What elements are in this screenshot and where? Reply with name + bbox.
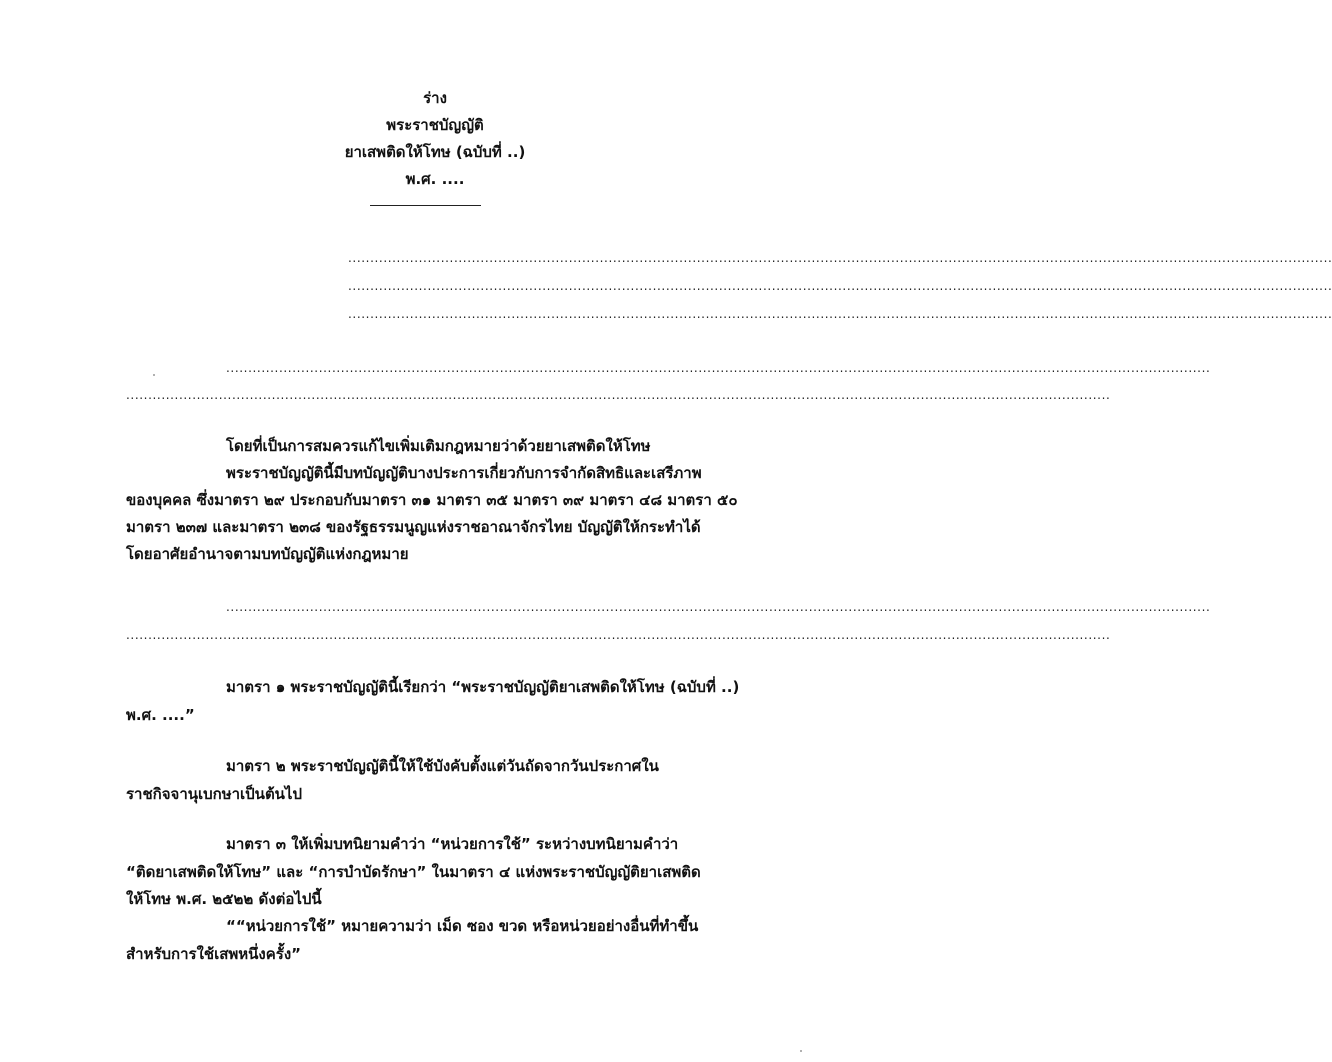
preamble-line-4: มาตรา ๒๓๗ และมาตรา ๒๓๘ ของรัฐธรรมนูญแห่งราชอาณาจักรไทย บัญญัติให้กระทำได้ [126,518,701,536]
enactment-dots-2: ............................................................................................................................................................................................................................... [126,388,1111,402]
preamble-dots-1: ............................................................................................................................................................................................................................... [226,600,1211,614]
act-label: พระราชบัญญัติ [386,116,484,134]
placeholder-dots-3: ............................................................................................................................................................................................................................... [348,307,1332,321]
preamble-line-5: โดยอาศัยอำนาจตามบทบัญญัติแห่งกฎหมาย [126,545,409,563]
section-1-line-2: พ.ศ. ....” [126,706,195,724]
section-2-line-2: ราชกิจจานุเบกษาเป็นต้นไป [126,785,303,803]
preamble-dots-2: ............................................................................................................................................................................................................................... [126,628,1111,642]
scan-speck [800,1050,802,1052]
placeholder-dots-1: ............................................................................................................................................................................................................................... [348,251,1332,265]
act-year: พ.ศ. .... [405,170,465,188]
draft-label: ร่าง [423,89,447,107]
enactment-dots-1: ............................................................................................................................................................................................................................... [226,361,1211,375]
preamble-line-3: ของบุคคล ซึ่งมาตรา ๒๙ ประกอบกับมาตรา ๓๑ มาตรา ๓๕ มาตรา ๓๙ มาตรา ๔๘ มาตรา ๕๐ [126,491,738,509]
preamble-line-1: โดยที่เป็นการสมควรแก้ไขเพิ่มเติมกฎหมายว่าด้วยยาเสพติดให้โทษ [226,437,651,455]
preamble-line-2: พระราชบัญญัตินี้มีบทบัญญัติบางประการเกี่ยวกับการจำกัดสิทธิและเสรีภาพ [226,464,702,482]
section-3-line-3: ให้โทษ พ.ศ. ๒๕๒๒ ดังต่อไปนี้ [126,890,322,908]
scan-speck [153,374,155,376]
act-title: ยาเสพติดให้โทษ (ฉบับที่ ..) [344,143,526,161]
section-1-line-1: มาตรา ๑ พระราชบัญญัตินี้เรียกว่า “พระราชบัญญัติยาเสพติดให้โทษ (ฉบับที่ ..) [226,678,740,696]
section-2-line-1: มาตรา ๒ พระราชบัญญัตินี้ให้ใช้บังคับตั้งแต่วันถัดจากวันประกาศใน [226,757,659,775]
section-3-line-1: มาตรา ๓ ให้เพิ่มบทนิยามคำว่า “หน่วยการใช้” ระหว่างบทนิยามคำว่า [226,835,679,853]
placeholder-dots-2: ............................................................................................................................................................................................................................... [348,279,1332,293]
header-divider [370,205,481,206]
section-3-definition-line-1: ““หน่วยการใช้” หมายความว่า เม็ด ซอง ขวด หรือหน่วยอย่างอื่นที่ทำขึ้น [226,917,699,935]
section-3-definition-line-2: สำหรับการใช้เสพหนึ่งครั้ง” [126,945,302,963]
section-3-line-2: “ติดยาเสพติดให้โทษ” และ “การบำบัดรักษา” ในมาตรา ๔ แห่งพระราชบัญญัติยาเสพติด [126,863,701,881]
